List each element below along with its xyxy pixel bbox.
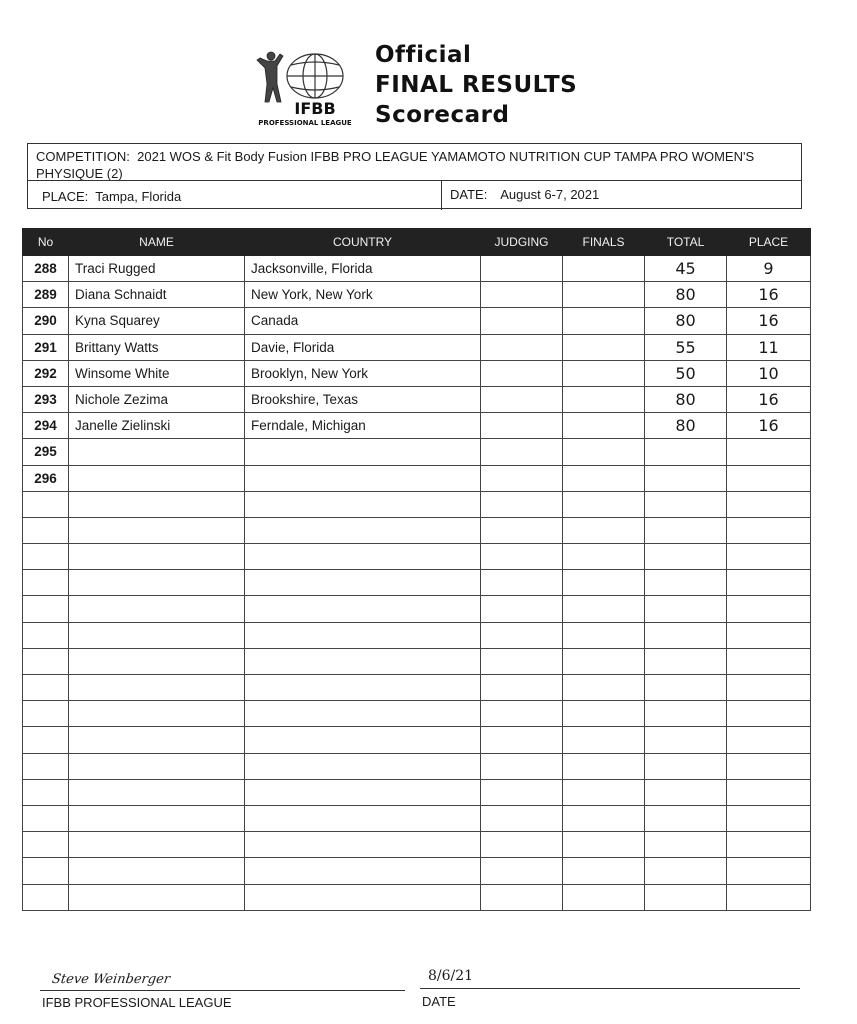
table-row-empty (23, 884, 811, 910)
cell-judging (481, 308, 563, 334)
results-table-body (23, 256, 811, 911)
cell-country (245, 570, 481, 596)
table-row-empty (23, 570, 811, 596)
cell-place (727, 727, 811, 753)
cell-finals (563, 308, 645, 334)
cell-name: Brittany Watts (69, 334, 245, 360)
cell-country (245, 491, 481, 517)
cell-judging (481, 858, 563, 884)
cell-no (23, 544, 69, 570)
cell-country (245, 439, 481, 465)
cell-judging (481, 596, 563, 622)
cell-judging (481, 884, 563, 910)
cell-no (23, 491, 69, 517)
cell-total (645, 517, 727, 543)
cell-country (245, 727, 481, 753)
header-judging: JUDGING (481, 229, 563, 256)
cell-total (645, 701, 727, 727)
cell-total: 55 (645, 334, 727, 360)
table-row-empty (23, 832, 811, 858)
cell-no: 293 (23, 386, 69, 412)
cell-judging (481, 570, 563, 596)
cell-name (69, 832, 245, 858)
cell-finals (563, 832, 645, 858)
table-row-empty (23, 753, 811, 779)
cell-name (69, 727, 245, 753)
cell-name: Diana Schnaidt (69, 282, 245, 308)
cell-country (245, 832, 481, 858)
table-row (23, 413, 811, 439)
cell-place (727, 701, 811, 727)
table-row (23, 256, 811, 282)
competition-info-box (27, 143, 802, 209)
table-row-empty (23, 779, 811, 805)
cell-name (69, 517, 245, 543)
cell-judging (481, 386, 563, 412)
cell-no (23, 570, 69, 596)
date-label: DATE: (450, 187, 488, 202)
page-title (375, 40, 577, 130)
table-row (23, 386, 811, 412)
cell-place: 16 (727, 282, 811, 308)
cell-finals (563, 491, 645, 517)
cell-place (727, 779, 811, 805)
cell-judging (481, 701, 563, 727)
cell-total: 80 (645, 308, 727, 334)
cell-place (727, 465, 811, 491)
table-row-empty (23, 544, 811, 570)
cell-finals (563, 386, 645, 412)
cell-place (727, 491, 811, 517)
cell-no (23, 858, 69, 884)
cell-name (69, 648, 245, 674)
cell-judging (481, 465, 563, 491)
date-field (450, 187, 599, 202)
cell-judging (481, 282, 563, 308)
table-header-row (23, 229, 811, 256)
cell-country (245, 884, 481, 910)
competition-label: COMPETITION: (36, 149, 130, 164)
cell-finals (563, 439, 645, 465)
cell-place (727, 675, 811, 701)
cell-judging (481, 805, 563, 831)
cell-no: 290 (23, 308, 69, 334)
table-row-empty (23, 622, 811, 648)
logo-sub-text: PROFESSIONAL LEAGUE (258, 119, 352, 127)
info-divider (441, 181, 442, 210)
cell-finals (563, 753, 645, 779)
cell-name: Janelle Zielinski (69, 413, 245, 439)
cell-country: New York, New York (245, 282, 481, 308)
cell-judging (481, 334, 563, 360)
cell-judging (481, 648, 563, 674)
table-row (23, 282, 811, 308)
cell-name (69, 622, 245, 648)
cell-country (245, 622, 481, 648)
cell-country: Davie, Florida (245, 334, 481, 360)
cell-place (727, 648, 811, 674)
cell-no (23, 622, 69, 648)
cell-place (727, 858, 811, 884)
cell-finals (563, 779, 645, 805)
ifbb-logo (247, 44, 363, 128)
cell-name (69, 491, 245, 517)
table-row-empty (23, 701, 811, 727)
cell-finals (563, 884, 645, 910)
table-row-empty (23, 727, 811, 753)
cell-finals (563, 675, 645, 701)
title-line-official: Official (375, 42, 472, 68)
cell-judging (481, 517, 563, 543)
table-row-empty (23, 491, 811, 517)
cell-no (23, 727, 69, 753)
header-no: No (23, 229, 69, 256)
cell-no: 291 (23, 334, 69, 360)
signed-date: 8/6/21 (428, 968, 474, 984)
cell-judging (481, 439, 563, 465)
cell-place (727, 884, 811, 910)
cell-judging (481, 622, 563, 648)
cell-country (245, 517, 481, 543)
cell-finals (563, 570, 645, 596)
cell-country (245, 753, 481, 779)
competition-field (36, 148, 796, 182)
cell-finals (563, 517, 645, 543)
cell-no: 288 (23, 256, 69, 282)
title-line-scorecard: Scorecard (375, 102, 510, 128)
signer-org: IFBB PROFESSIONAL LEAGUE (42, 995, 232, 1010)
cell-country (245, 596, 481, 622)
cell-judging (481, 491, 563, 517)
cell-name: Kyna Squarey (69, 308, 245, 334)
cell-place (727, 439, 811, 465)
cell-no (23, 884, 69, 910)
place-label: PLACE: (42, 189, 89, 204)
cell-total (645, 596, 727, 622)
table-row (23, 334, 811, 360)
cell-finals (563, 596, 645, 622)
cell-place (727, 622, 811, 648)
date-line (420, 988, 800, 989)
cell-place: 11 (727, 334, 811, 360)
table-row-empty (23, 648, 811, 674)
cell-finals (563, 701, 645, 727)
table-row (23, 360, 811, 386)
cell-place (727, 570, 811, 596)
cell-country (245, 805, 481, 831)
cell-no (23, 517, 69, 543)
signature: Steve Weinberger (50, 972, 172, 987)
cell-country: Ferndale, Michigan (245, 413, 481, 439)
cell-no (23, 648, 69, 674)
cell-finals (563, 282, 645, 308)
table-row-empty (23, 805, 811, 831)
cell-judging (481, 727, 563, 753)
cell-name (69, 701, 245, 727)
cell-finals (563, 465, 645, 491)
cell-country (245, 701, 481, 727)
footer-date-label: DATE (422, 994, 456, 1009)
cell-name (69, 544, 245, 570)
cell-judging (481, 779, 563, 805)
table-row-empty (23, 517, 811, 543)
cell-total: 45 (645, 256, 727, 282)
globe-icon (287, 54, 343, 98)
cell-finals (563, 256, 645, 282)
cell-finals (563, 544, 645, 570)
cell-place: 9 (727, 256, 811, 282)
cell-country: Brookshire, Texas (245, 386, 481, 412)
cell-place (727, 596, 811, 622)
cell-total (645, 884, 727, 910)
cell-name: Nichole Zezima (69, 386, 245, 412)
cell-place (727, 805, 811, 831)
cell-no: 296 (23, 465, 69, 491)
cell-total (645, 622, 727, 648)
cell-no (23, 701, 69, 727)
cell-name (69, 884, 245, 910)
cell-no (23, 753, 69, 779)
cell-total: 80 (645, 413, 727, 439)
cell-judging (481, 360, 563, 386)
cell-total (645, 675, 727, 701)
cell-total (645, 648, 727, 674)
cell-no (23, 779, 69, 805)
cell-place (727, 544, 811, 570)
cell-country (245, 779, 481, 805)
table-row (23, 308, 811, 334)
cell-name: Traci Rugged (69, 256, 245, 282)
cell-place: 16 (727, 308, 811, 334)
cell-total: 80 (645, 282, 727, 308)
table-row-empty (23, 675, 811, 701)
cell-country: Jacksonville, Florida (245, 256, 481, 282)
header-name: NAME (69, 229, 245, 256)
cell-name (69, 805, 245, 831)
cell-judging (481, 544, 563, 570)
header-finals: FINALS (563, 229, 645, 256)
cell-total (645, 570, 727, 596)
cell-no: 294 (23, 413, 69, 439)
cell-judging (481, 413, 563, 439)
cell-finals (563, 413, 645, 439)
title-line-final-results: FINAL RESULTS (375, 72, 578, 98)
cell-no: 295 (23, 439, 69, 465)
cell-place: 10 (727, 360, 811, 386)
cell-total (645, 753, 727, 779)
cell-total: 50 (645, 360, 727, 386)
cell-finals (563, 727, 645, 753)
cell-total (645, 544, 727, 570)
cell-total (645, 832, 727, 858)
cell-no: 289 (23, 282, 69, 308)
cell-total (645, 465, 727, 491)
cell-name (69, 675, 245, 701)
cell-finals (563, 805, 645, 831)
place-field (42, 189, 181, 204)
cell-total: 80 (645, 386, 727, 412)
cell-name (69, 779, 245, 805)
cell-country (245, 675, 481, 701)
cell-total (645, 727, 727, 753)
header-place: PLACE (727, 229, 811, 256)
cell-finals (563, 360, 645, 386)
signature-line (40, 990, 405, 991)
cell-judging (481, 675, 563, 701)
cell-country: Canada (245, 308, 481, 334)
cell-judging (481, 832, 563, 858)
cell-no: 292 (23, 360, 69, 386)
table-row (23, 439, 811, 465)
cell-total (645, 805, 727, 831)
table-row-empty (23, 858, 811, 884)
cell-name (69, 858, 245, 884)
cell-total (645, 439, 727, 465)
cell-total (645, 858, 727, 884)
cell-place (727, 832, 811, 858)
cell-finals (563, 648, 645, 674)
cell-finals (563, 858, 645, 884)
cell-total (645, 779, 727, 805)
table-row (23, 465, 811, 491)
place-date-row (28, 180, 801, 210)
athlete-figure-icon (257, 52, 283, 102)
cell-place: 16 (727, 413, 811, 439)
cell-name (69, 753, 245, 779)
cell-finals (563, 334, 645, 360)
logo-main-text: IFBB (294, 99, 336, 118)
results-table (22, 228, 811, 911)
competition-value: 2021 WOS & Fit Body Fusion IFBB PRO LEAGUE YAMAMOTO NUTRITION CUP TAMPA PRO WOMEN'S PHYSIQUE (2) (36, 149, 755, 181)
cell-judging (481, 256, 563, 282)
cell-name (69, 465, 245, 491)
cell-name (69, 439, 245, 465)
place-value: Tampa, Florida (95, 189, 182, 204)
cell-no (23, 805, 69, 831)
cell-judging (481, 753, 563, 779)
cell-country (245, 858, 481, 884)
cell-name: Winsome White (69, 360, 245, 386)
header-country: COUNTRY (245, 229, 481, 256)
cell-name (69, 570, 245, 596)
table-row-empty (23, 596, 811, 622)
cell-total (645, 491, 727, 517)
cell-country (245, 648, 481, 674)
cell-no (23, 832, 69, 858)
cell-name (69, 596, 245, 622)
cell-place (727, 517, 811, 543)
date-value: August 6-7, 2021 (500, 187, 600, 202)
cell-finals (563, 622, 645, 648)
cell-place: 16 (727, 386, 811, 412)
cell-no (23, 596, 69, 622)
cell-no (23, 675, 69, 701)
cell-country (245, 544, 481, 570)
cell-country (245, 465, 481, 491)
cell-place (727, 753, 811, 779)
cell-country: Brooklyn, New York (245, 360, 481, 386)
header-total: TOTAL (645, 229, 727, 256)
